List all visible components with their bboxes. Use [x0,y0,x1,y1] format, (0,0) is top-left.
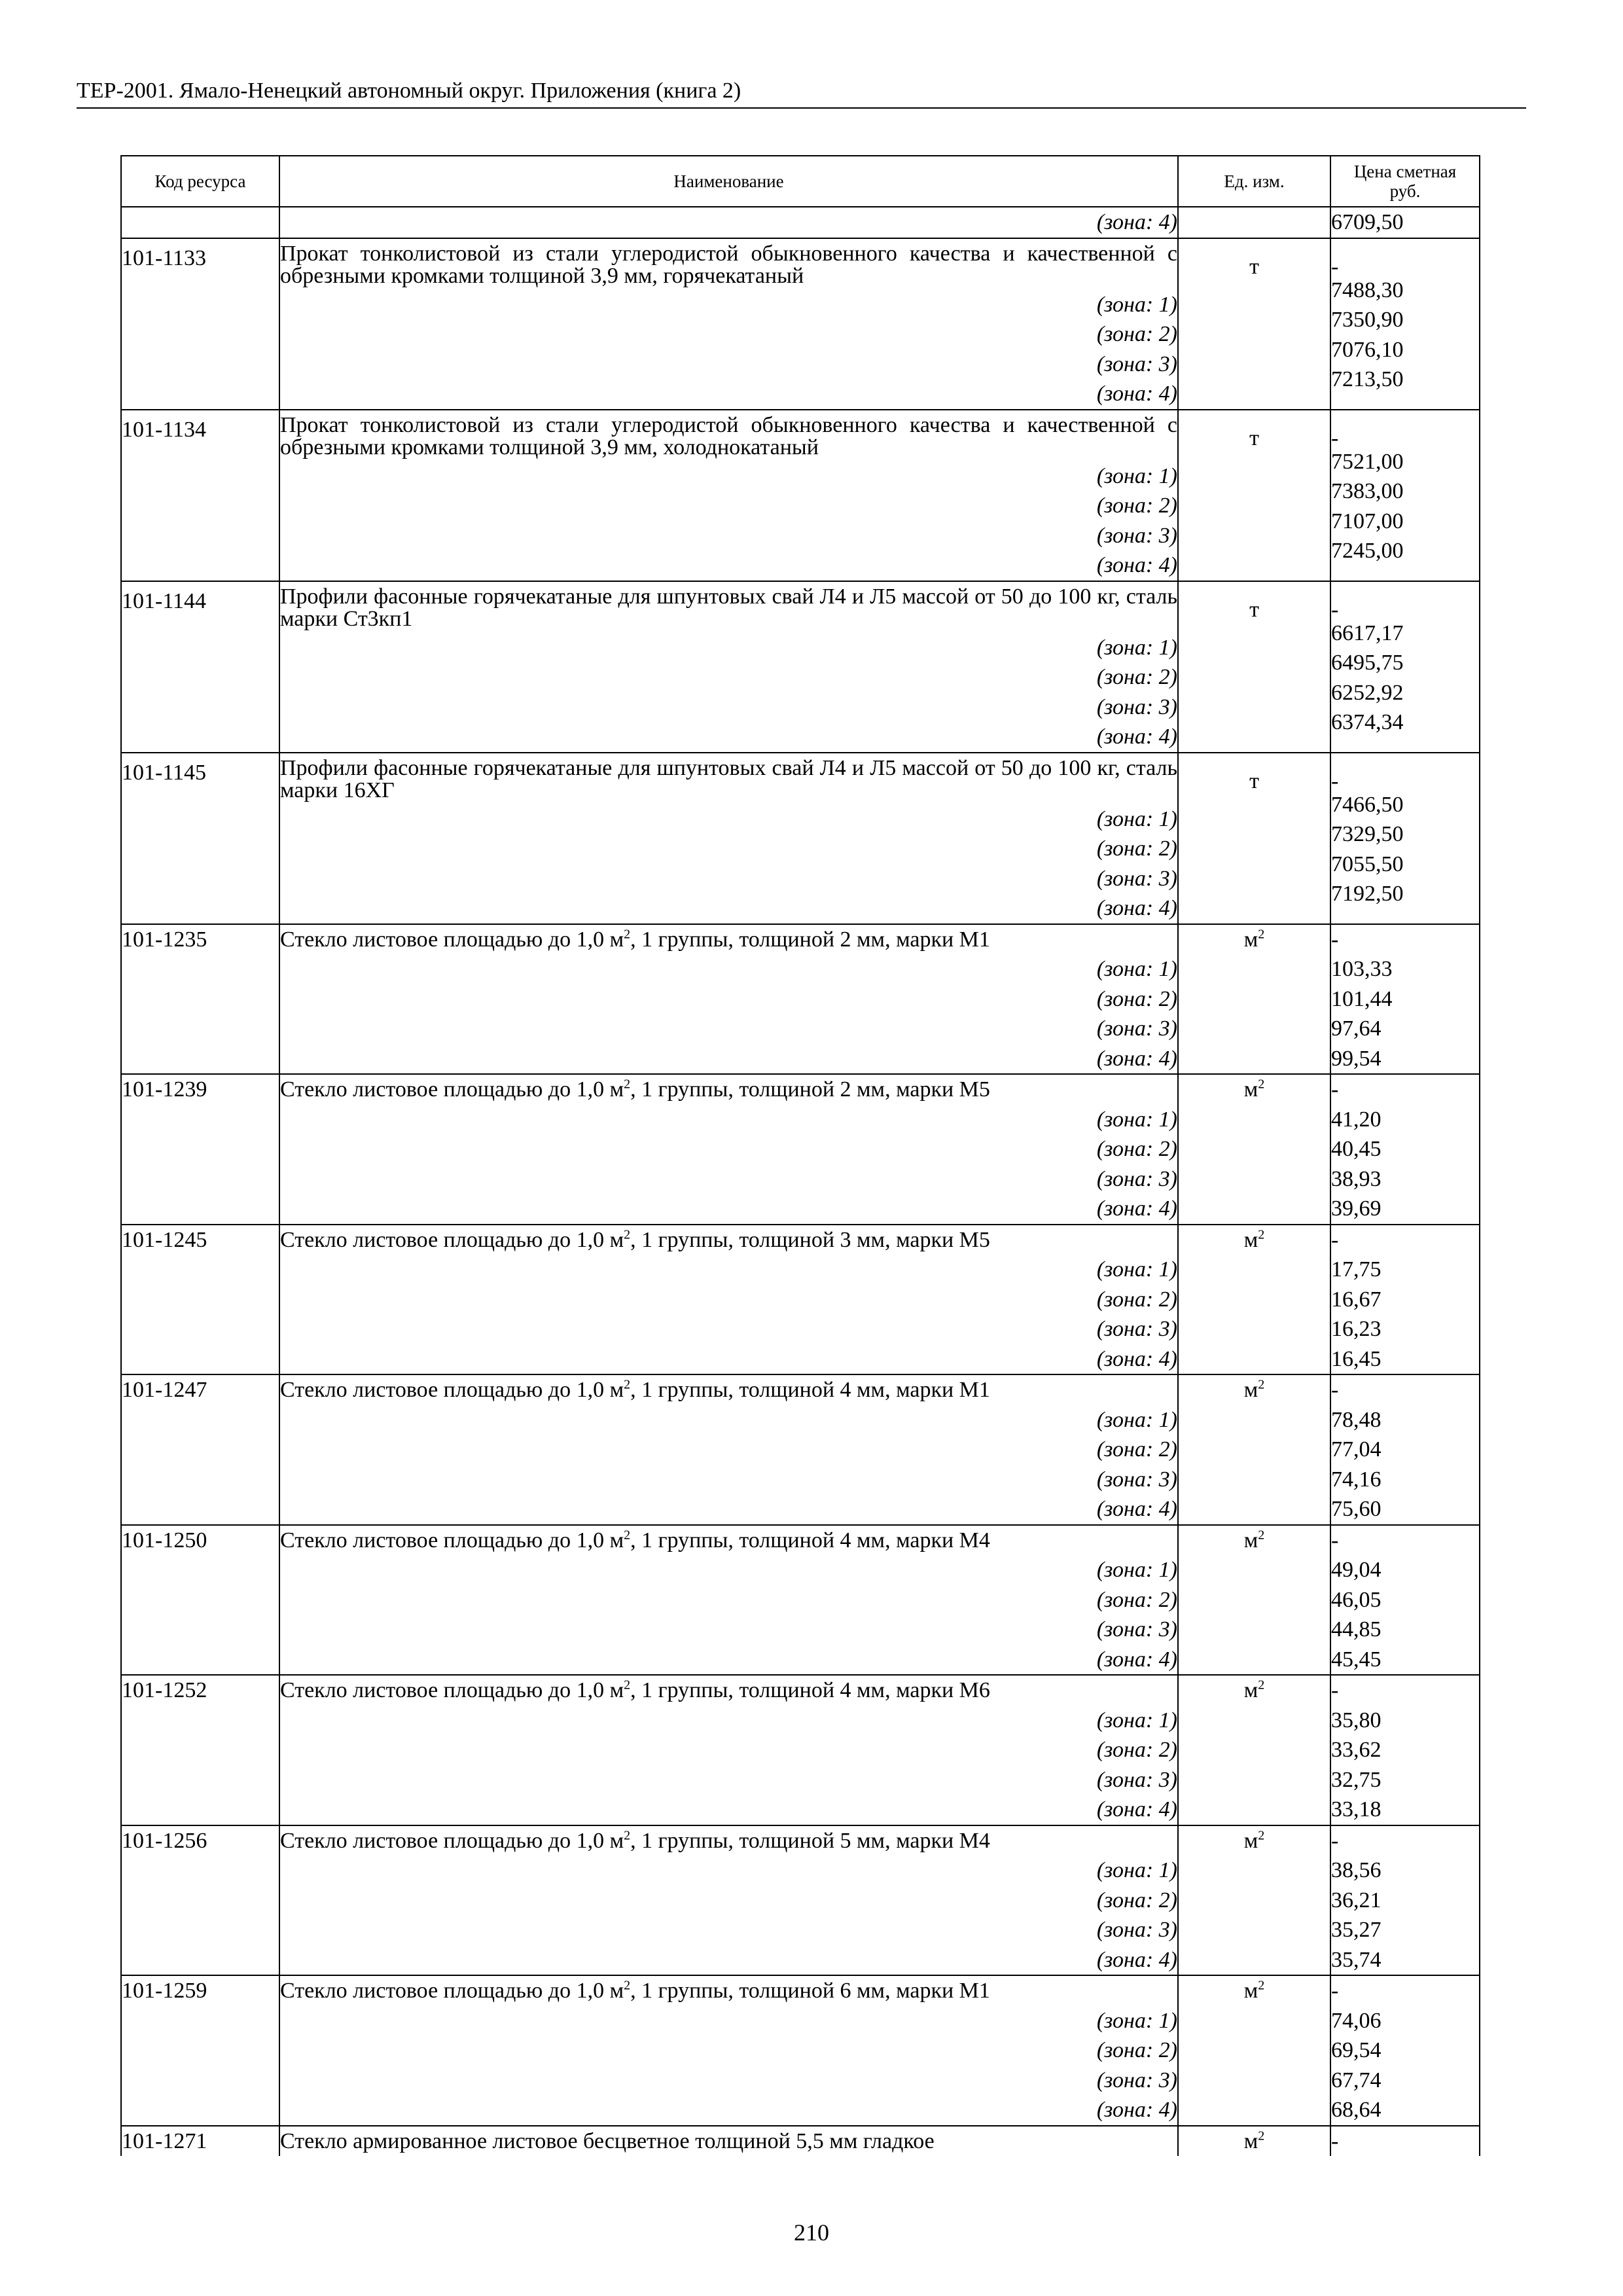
zone-price: 44,85 [1331,1617,1382,1641]
table-row [121,2126,1480,2157]
zone-label: (зона: 3) [1096,694,1177,719]
carryover-price: 6709,50 [1331,210,1404,234]
base-price: - [1331,1828,1339,1853]
zone-label: (зона: 3) [1096,1317,1177,1341]
resource-name: Стекло листовое площадью до 1,0 $м^2$, 1 группы, толщиной 2 мм, марки М1 [280,927,990,952]
zone-label: (зона: 4) [1096,382,1177,406]
unit-of-measure: $м^2$ [1243,1978,1265,2003]
zone-label: (зона: 1) [1096,1107,1177,1132]
carryover-zone: (зона: 4) [1096,210,1177,234]
table-row [121,1825,1480,1976]
zone-price: 7466,50 [1331,792,1404,817]
zone-price: 32,75 [1331,1767,1382,1792]
column-header-unit: Ед. изм. [1178,156,1330,207]
unit-of-measure: $м^2$ [1243,927,1265,952]
table-row [121,581,1480,753]
resource-code: 101-1235 [122,927,207,952]
table-row [121,1525,1480,1676]
table-row [121,1374,1480,1525]
zone-price: 7213,50 [1331,367,1404,391]
zone-label: (зона: 4) [1096,1947,1177,1972]
zone-price: 7329,50 [1331,822,1404,846]
unit-of-measure: т [1249,768,1259,793]
zone-label: (зона: 3) [1096,1617,1177,1641]
zone-label: (зона: 2) [1096,493,1177,518]
zone-label: (зона: 1) [1096,957,1177,981]
zone-label: (зона: 2) [1096,2038,1177,2062]
resource-name: Стекло листовое площадью до 1,0 $м^2$, 1 группы, толщиной 6 мм, марки М1 [280,1978,990,2003]
zone-label: (зона: 3) [1096,866,1177,891]
zone-price: 78,48 [1331,1407,1382,1432]
running-header [77,76,1526,109]
zone-price: 99,54 [1331,1046,1382,1071]
zone-label: (зона: 2) [1096,1738,1177,1762]
zone-label: (зона: 4) [1096,1647,1177,1672]
zone-price: 33,18 [1331,1797,1382,1821]
zone-price: 33,62 [1331,1738,1382,1762]
zone-label: (зона: 2) [1096,1587,1177,1612]
zone-label: (зона: 3) [1096,1467,1177,1492]
zone-label: (зона: 4) [1096,2098,1177,2122]
unit-of-measure: $м^2$ [1243,1828,1265,1853]
unit-of-measure: т [1249,597,1259,622]
zone-price: 45,45 [1331,1647,1382,1672]
zone-label: (зона: 1) [1096,1407,1177,1432]
unit-of-measure: $м^2$ [1243,2128,1265,2153]
unit-of-measure: $м^2$ [1243,1227,1265,1252]
zone-label: (зона: 2) [1096,1137,1177,1161]
zone-label: (зона: 3) [1096,523,1177,548]
base-price: - [1331,768,1339,793]
zone-label: (зона: 4) [1096,1046,1177,1071]
table-row [121,1975,1480,2126]
base-price: - [1331,1227,1339,1252]
zone-label: (зона: 1) [1096,1257,1177,1282]
column-header-price: Цена сметная руб. [1330,156,1480,207]
base-price: - [1331,927,1339,952]
base-price: - [1331,1077,1339,1102]
zone-label: (зона: 2) [1096,322,1177,346]
zone-price: 7383,00 [1331,479,1404,503]
zone-label: (зона: 2) [1096,1437,1177,1462]
zone-price: 69,54 [1331,2038,1382,2062]
zone-price: 74,06 [1331,2008,1382,2033]
zone-price: 67,74 [1331,2068,1382,2092]
zone-price: 7488,30 [1331,278,1404,302]
carryover-row [121,207,1480,238]
zone-price: 101,44 [1331,986,1393,1011]
base-price: - [1331,2128,1339,2153]
resource-name: Стекло листовое площадью до 1,0 $м^2$, 1 группы, толщиной 3 мм, марки М5 [280,1227,990,1252]
unit-of-measure: $м^2$ [1243,1077,1265,1102]
resource-name: Стекло листовое площадью до 1,0 $м^2$, 1 группы, толщиной 5 мм, марки М4 [280,1828,990,1853]
page-number: 210 [794,2219,829,2246]
zone-price: 74,16 [1331,1467,1382,1492]
zone-price: 6617,17 [1331,620,1404,645]
resource-code: 101-1134 [122,417,207,442]
zone-price: 39,69 [1331,1196,1382,1221]
zone-price: 36,21 [1331,1888,1382,1912]
zone-label: (зона: 2) [1096,1888,1177,1912]
running-header-title: ТЕР-2001. Ямало-Ненецкий автономный округ. Приложения (книга 2) [77,79,741,103]
resource-code: 101-1239 [122,1077,207,1102]
resource-code: 101-1271 [122,2128,207,2153]
zone-label: (зона: 3) [1096,2068,1177,2092]
unit-of-measure: т [1249,425,1259,450]
zone-label: (зона: 3) [1096,1767,1177,1792]
column-header-name: Наименование [279,156,1178,207]
resource-name: Стекло листовое площадью до 1,0 $м^2$, 1 группы, толщиной 4 мм, марки М6 [280,1677,990,1702]
zone-label: (зона: 3) [1096,1166,1177,1191]
zone-label: (зона: 4) [1096,1196,1177,1221]
resource-code: 101-1133 [122,245,207,270]
zone-label: (зона: 2) [1096,836,1177,861]
zone-label: (зона: 1) [1096,292,1177,317]
zone-label: (зона: 4) [1096,1346,1177,1371]
resource-code: 101-1252 [122,1678,207,1702]
zone-price: 7245,00 [1331,539,1404,563]
resource-name: Стекло армированное листовое бесцветное толщиной 5,5 мм гладкое [280,2128,935,2153]
zone-price: 7055,50 [1331,852,1404,876]
zone-label: (зона: 1) [1096,1858,1177,1882]
resource-code: 101-1245 [122,1227,207,1252]
table-row [121,1225,1480,1375]
resource-name: Стекло листовое площадью до 1,0 $м^2$, 1 группы, толщиной 2 мм, марки М5 [280,1077,990,1102]
zone-label: (зона: 4) [1096,896,1177,920]
zone-price: 7107,00 [1331,509,1404,533]
zone-price: 16,23 [1331,1317,1382,1341]
zone-price: 97,64 [1331,1016,1382,1041]
zone-price: 35,80 [1331,1708,1382,1732]
zone-label: (зона: 2) [1096,665,1177,689]
unit-of-measure: $м^2$ [1243,1528,1265,1552]
resource-name: Прокат тонколистовой из стали углеродистой обыкновенного качества и качественной с обрезными кромками толщиной 3,9 мм, холоднокатаный [280,412,1177,459]
table-row [121,1675,1480,1825]
base-price: - [1331,1678,1339,1702]
resource-name: Профили фасонные горячекатаные для шпунтовых свай Л4 и Л5 массой от 50 до 100 кг, сталь марки Ст3кп1 [280,584,1177,631]
zone-price: 6374,34 [1331,710,1404,734]
table-row [121,1074,1480,1225]
zone-price: 6252,92 [1331,680,1404,705]
zone-price: 35,27 [1331,1918,1382,1942]
base-price: - [1331,1528,1339,1552]
zone-price: 7192,50 [1331,882,1404,906]
zone-label: (зона: 1) [1096,635,1177,660]
table-row [121,924,1480,1075]
zone-price: 77,04 [1331,1437,1382,1462]
zone-price: 7521,00 [1331,449,1404,474]
zone-price: 49,04 [1331,1558,1382,1582]
zone-price: 46,05 [1331,1587,1382,1612]
table-row [121,410,1480,581]
zone-label: (зона: 3) [1096,1016,1177,1041]
resource-name: Стекло листовое площадью до 1,0 $м^2$, 1 группы, толщиной 4 мм, марки М1 [280,1377,990,1402]
zone-label: (зона: 4) [1096,553,1177,577]
column-header-code: Код ресурса [121,156,279,207]
resource-code: 101-1256 [122,1828,207,1853]
resource-name: Прокат тонколистовой из стали углеродистой обыкновенного качества и качественной с обрезными кромками толщиной 3,9 мм, горячекатаный [280,241,1177,288]
resource-code: 101-1144 [122,588,207,613]
zone-price: 68,64 [1331,2098,1382,2122]
zone-price: 7350,90 [1331,308,1404,332]
zone-label: (зона: 2) [1096,986,1177,1011]
zone-price: 7076,10 [1331,337,1404,362]
zone-price: 40,45 [1331,1137,1382,1161]
base-price: - [1331,1979,1339,2003]
base-price: - [1331,254,1339,279]
zone-label: (зона: 1) [1096,1708,1177,1732]
base-price: - [1331,425,1339,450]
zone-price: 16,67 [1331,1287,1382,1312]
zone-label: (зона: 1) [1096,1558,1177,1582]
zone-price: 35,74 [1331,1947,1382,1972]
unit-of-measure: т [1249,254,1259,279]
resource-code: 101-1250 [122,1528,207,1552]
resource-price-table [120,155,1480,2156]
zone-label: (зона: 2) [1096,1287,1177,1312]
unit-of-measure: $м^2$ [1243,1677,1265,1702]
zone-label: (зона: 3) [1096,1918,1177,1942]
base-price: - [1331,597,1339,622]
resource-code: 101-1259 [122,1979,207,2003]
zone-price: 75,60 [1331,1497,1382,1521]
zone-label: (зона: 4) [1096,725,1177,749]
unit-of-measure: $м^2$ [1243,1377,1265,1402]
zone-label: (зона: 1) [1096,2008,1177,2033]
table-row [121,753,1480,924]
resource-code: 101-1145 [122,760,207,785]
zone-price: 16,45 [1331,1346,1382,1371]
zone-price: 17,75 [1331,1257,1382,1282]
zone-price: 103,33 [1331,957,1393,981]
zone-label: (зона: 3) [1096,351,1177,376]
table-header-row [121,156,1480,207]
zone-label: (зона: 1) [1096,463,1177,488]
resource-name: Стекло листовое площадью до 1,0 $м^2$, 1 группы, толщиной 4 мм, марки М4 [280,1528,990,1552]
zone-price: 38,93 [1331,1166,1382,1191]
zone-price: 6495,75 [1331,651,1404,675]
zone-price: 41,20 [1331,1107,1382,1132]
table-row [121,238,1480,410]
base-price: - [1331,1378,1339,1402]
zone-label: (зона: 4) [1096,1497,1177,1521]
resource-code: 101-1247 [122,1378,207,1402]
zone-price: 38,56 [1331,1858,1382,1882]
zone-label: (зона: 1) [1096,806,1177,831]
resource-name: Профили фасонные горячекатаные для шпунтовых свай Л4 и Л5 массой от 50 до 100 кг, сталь марки 16ХГ [280,755,1177,802]
zone-label: (зона: 4) [1096,1797,1177,1821]
